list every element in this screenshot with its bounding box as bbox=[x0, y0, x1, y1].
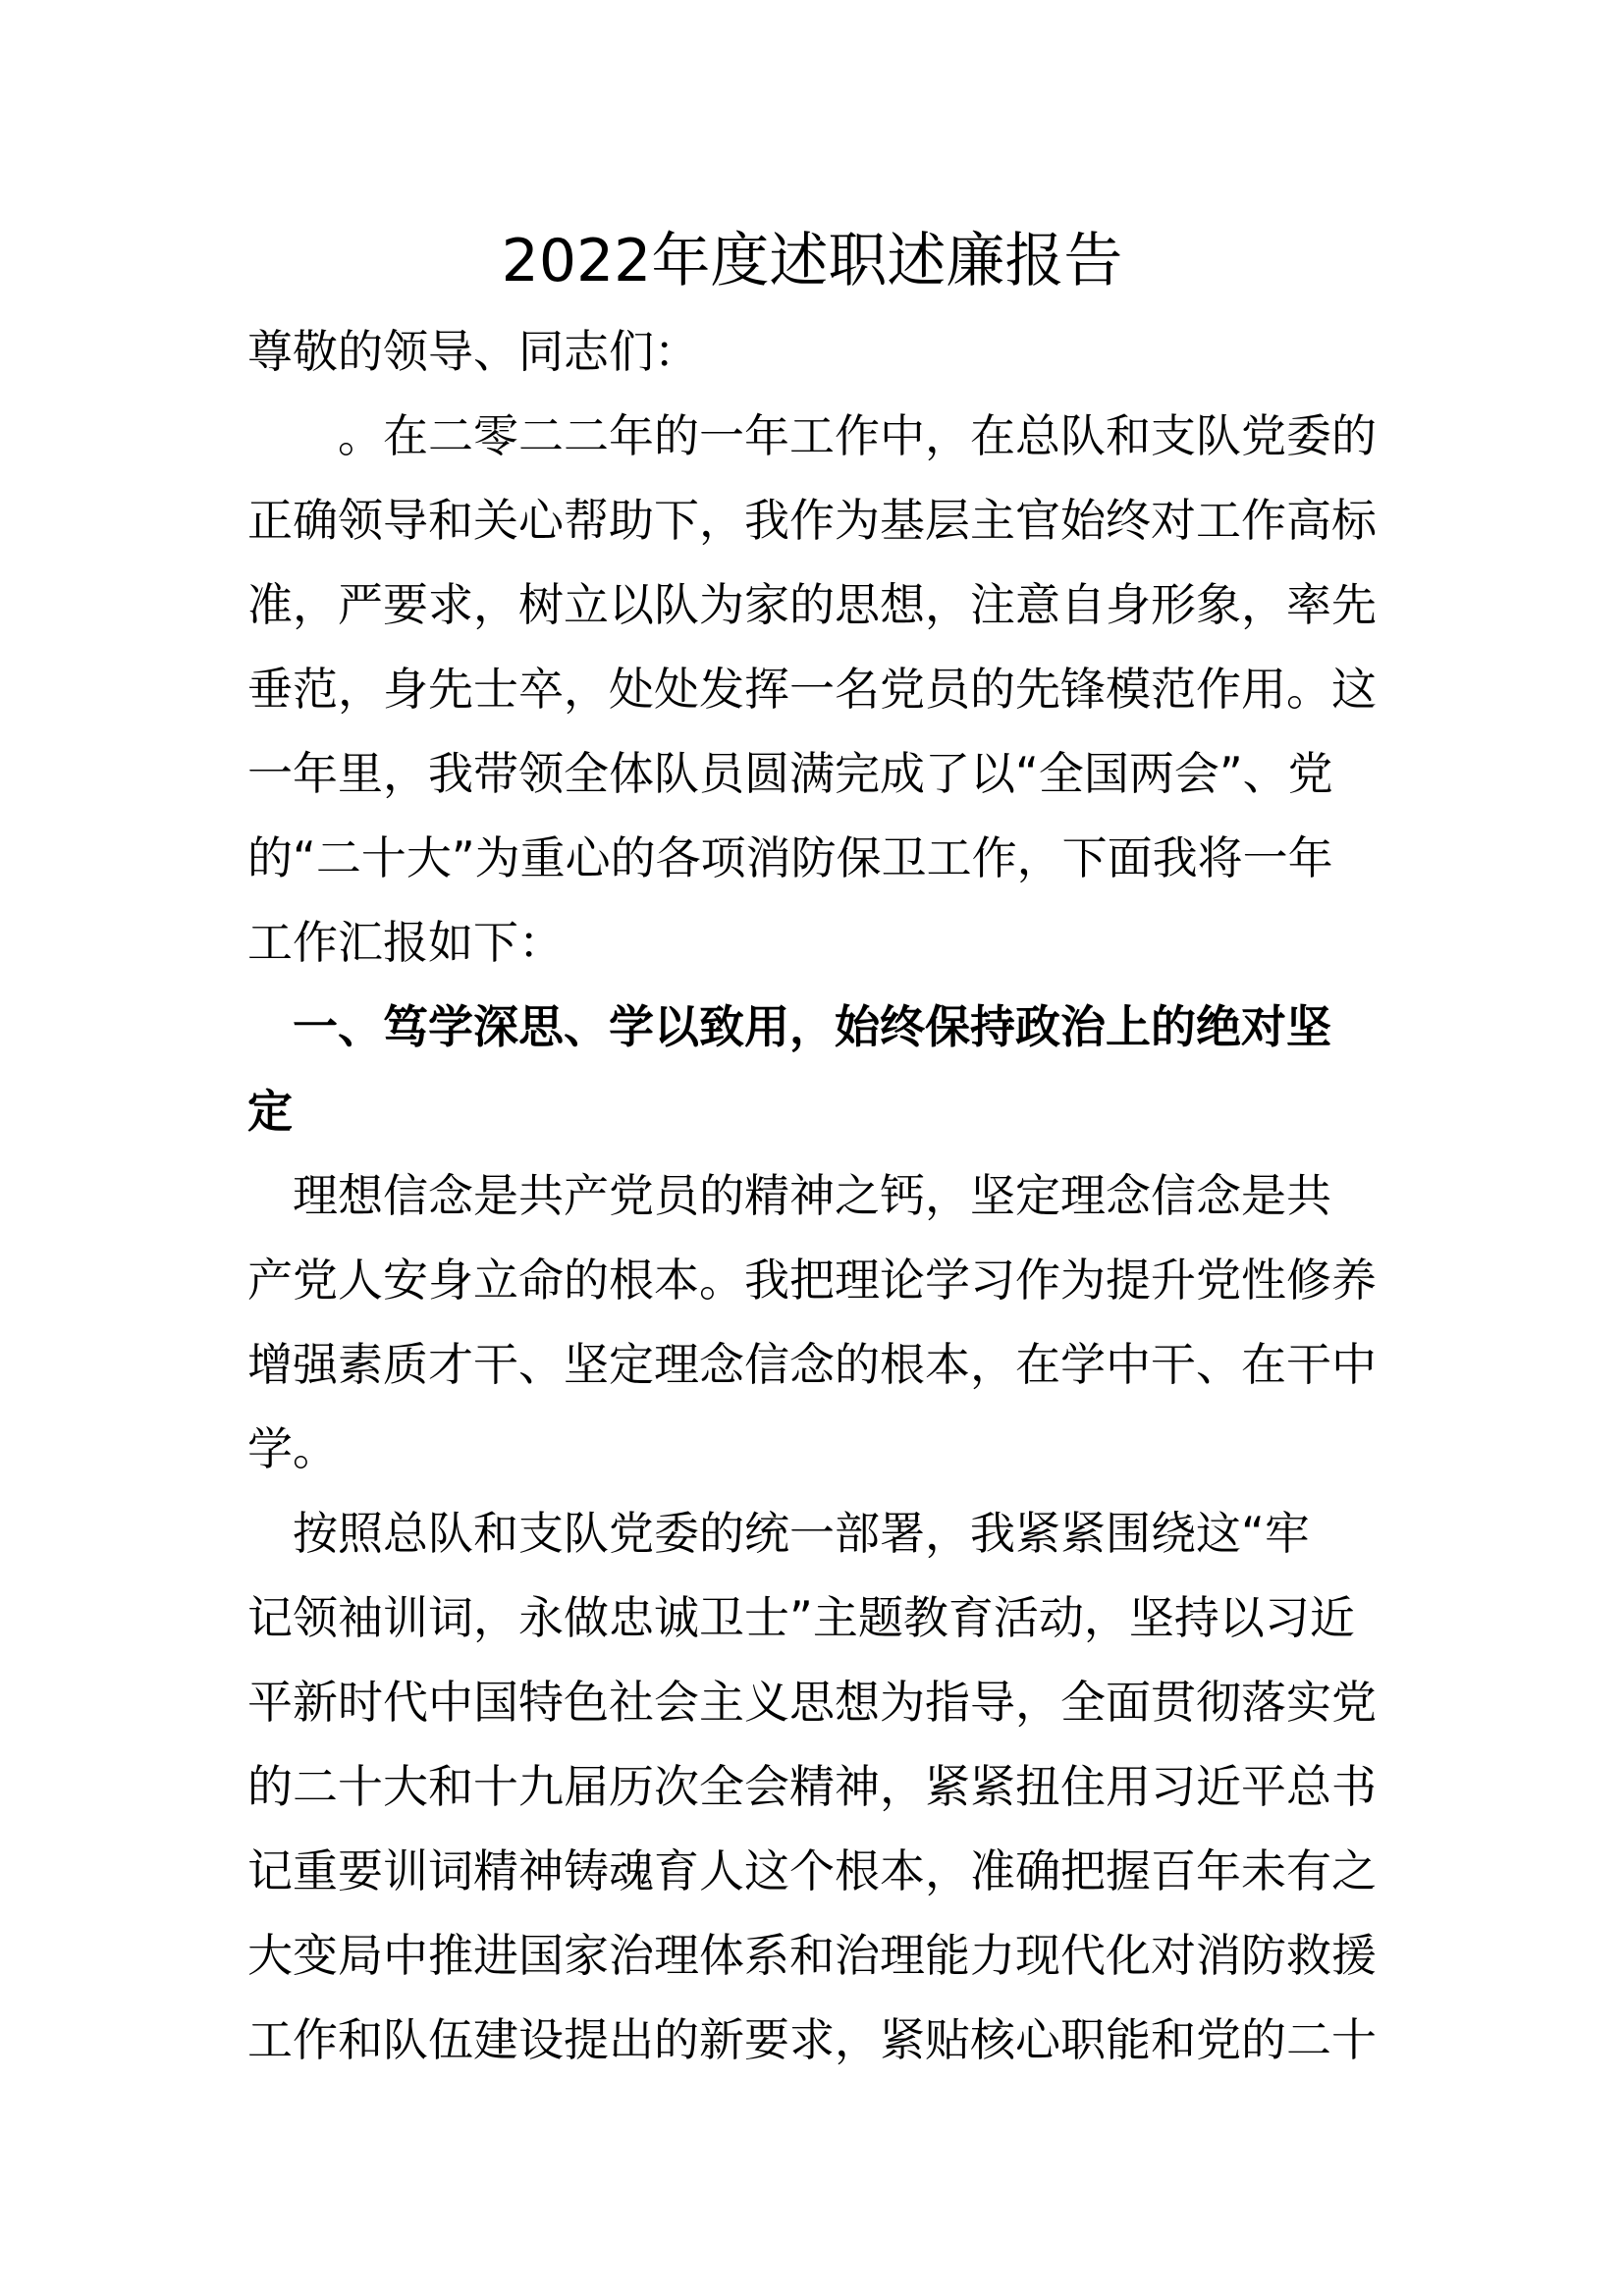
body-line: 工作汇报如下： bbox=[247, 916, 564, 969]
body-line: 垂范，身先士卒，处处发挥一名党员的先锋模范作用。这 bbox=[247, 663, 1377, 716]
body-line: 。在二零二二年的一年工作中，在总队和支队党委的 bbox=[247, 409, 1377, 462]
section-heading-line: 定 bbox=[247, 1085, 293, 1138]
body-line: 准，严要求，树立以队为家的思想，注意自身形象，率先 bbox=[247, 578, 1377, 631]
body-line: 正确领导和关心帮助下，我作为基层主官始终对工作高标 bbox=[247, 494, 1377, 547]
body-line: 一年里，我带领全体队员圆满完成了以“全国两会”、党 bbox=[247, 747, 1333, 800]
body-line: 理想信念是共产党员的精神之钙，坚定理念信念是共 bbox=[247, 1169, 1331, 1222]
body-line: 记领袖训词，永做忠诚卫士”主题教育活动，坚持以习近 bbox=[247, 1591, 1355, 1644]
body-line: 学。 bbox=[247, 1422, 338, 1475]
body-line: 产党人安身立命的根本。我把理论学习作为提升党性修养 bbox=[247, 1254, 1377, 1307]
body-line: 增强素质才干、坚定理念信念的根本，在学中干、在干中 bbox=[247, 1338, 1377, 1391]
document-title: 2022年度述职述廉报告 bbox=[501, 227, 1123, 295]
section-heading-line: 一、笃学深思、学以致用，始终保持政治上的绝对坚 bbox=[247, 1000, 1331, 1053]
body-line: 大变局中推进国家治理体系和治理能力现代化对消防救援 bbox=[247, 1929, 1377, 1982]
body-line: 的“二十大”为重心的各项消防保卫工作，下面我将一年 bbox=[247, 831, 1333, 884]
body-line: 平新时代中国特色社会主义思想为指导，全面贯彻落实党 bbox=[247, 1676, 1377, 1729]
salutation-line: 尊敬的领导、同志们： bbox=[247, 325, 699, 378]
body-line: 的二十大和十九届历次全会精神，紧紧扭住用习近平总书 bbox=[247, 1760, 1377, 1813]
body-line: 工作和队伍建设提出的新要求，紧贴核心职能和党的二十 bbox=[247, 2013, 1377, 2066]
body-line: 按照总队和支队党委的统一部署，我紧紧围绕这“牢 bbox=[247, 1507, 1310, 1560]
body-line: 记重要训词精神铸魂育人这个根本，准确把握百年未有之 bbox=[247, 1844, 1377, 1897]
